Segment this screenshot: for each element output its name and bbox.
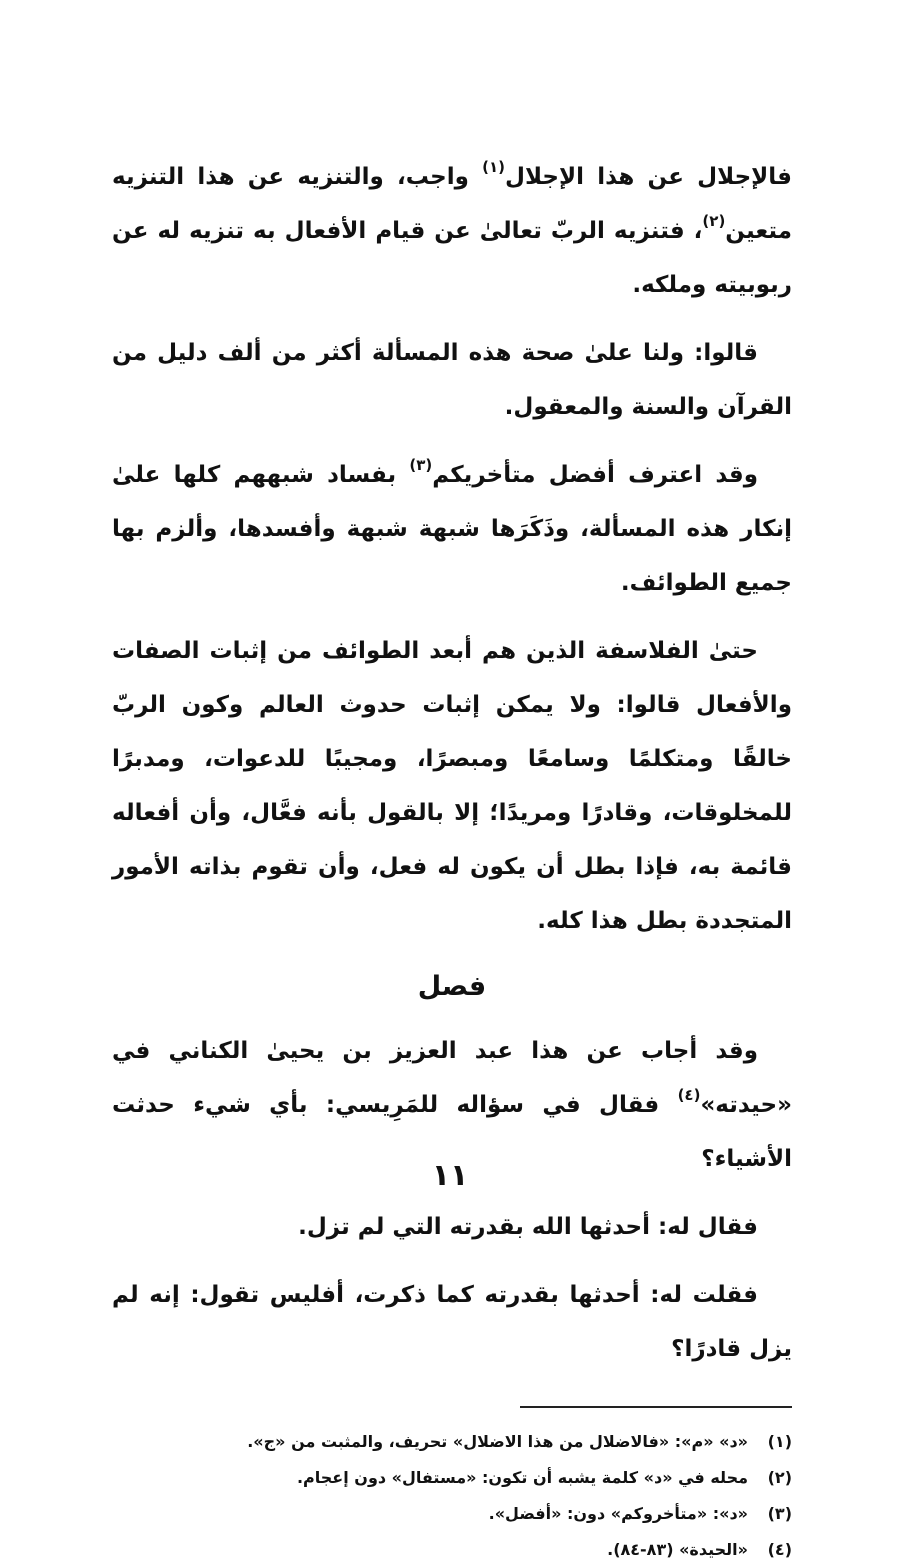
page-number: ١١ xyxy=(431,1158,469,1193)
p1-text-a: فالإجلال عن هذا الإجلال xyxy=(505,164,792,190)
p3-text-a: وقد اعترف أفضل متأخريكم xyxy=(432,462,758,488)
paragraph-2 xyxy=(112,326,792,434)
footnote-ref-4[interactable]: (٤) xyxy=(677,1086,701,1104)
footnote-text: «د» «م»: «فالاضلال من هذا الاضلال» تحريف، والمثبت من «ج». xyxy=(247,1432,748,1451)
footnote-text: «الحيدة» (٨٣-٨٤). xyxy=(607,1540,748,1559)
p5-text-b: فقال في سؤاله للمَرِيسي: بأي شيء حدثت الأشياء؟ xyxy=(112,1092,792,1172)
p1-text-b: واجب، والتنزيه عن هذا التنزيه متعين xyxy=(112,164,792,244)
footnote-item xyxy=(112,1424,792,1460)
footnote-number: (٣) xyxy=(767,1504,792,1523)
paragraph-1 xyxy=(112,150,792,312)
p5-text-a: وقد أجاب عن هذا عبد العزيز بن يحيىٰ الكناني في «حيدته» xyxy=(112,1038,792,1118)
paragraph-3 xyxy=(112,448,792,610)
footnote-text: محله في «د» كلمة يشبه أن تكون: «مستفال» دون إعجام. xyxy=(296,1468,748,1487)
footnote-number: (٤) xyxy=(767,1540,792,1559)
footnotes-list xyxy=(112,1424,792,1568)
footnote-text: «د»: «متأخروكم» دون: «أفضل». xyxy=(488,1504,748,1523)
paragraph-4 xyxy=(112,624,792,948)
paragraph-7 xyxy=(112,1268,792,1376)
footnote-ref-2[interactable]: (٢) xyxy=(702,212,726,230)
p7-text: فقلت له: أحدثها بقدرته كما ذكرت، أفليس تقول: إنه لم يزل قادرًا؟ xyxy=(112,1282,792,1362)
footnote-item xyxy=(112,1532,792,1568)
footnote-item xyxy=(112,1496,792,1532)
p2-text: قالوا: ولنا علىٰ صحة هذه المسألة أكثر من ألف دليل من القرآن والسنة والمعقول. xyxy=(112,340,792,420)
section-heading: فصل xyxy=(417,971,487,1002)
footnote-ref-3[interactable]: (٣) xyxy=(409,456,433,474)
paragraph-6 xyxy=(112,1200,792,1254)
footnote-item xyxy=(112,1460,792,1496)
footnote-number: (١) xyxy=(767,1432,792,1451)
p4-text: حتىٰ الفلاسفة الذين هم أبعد الطوائف من إثبات الصفات والأفعال قالوا: ولا يمكن إثبات حدوث العالم وكون الربّ خالقًا ومتكلمًا وسامعًا ومبصرًا، ومجيبًا للدعوات، ومدبرًا للمخلوقات، وقادرًا ومريدًا؛ إلا بالقول بأنه فعَّال، وأن أفعاله قائمة به، فإذا بطل أن يكون له فعل، وأن تقوم بذاته الأمور المتجددة بطل هذا كله. xyxy=(112,638,792,934)
p1-text-c: ، فتنزيه الربّ تعالىٰ عن قيام الأفعال به تنزيه له عن ربوبيته وملكه. xyxy=(112,218,792,298)
footnote-number: (٢) xyxy=(767,1468,792,1487)
p3-text-b: بفساد شبههم كلها علىٰ إنكار هذه المسألة، وذَكَرَها شبهة شبهة وأفسدها، وألزم بها جميع الطوائف. xyxy=(112,462,792,596)
p6-text: فقال له: أحدثها الله بقدرته التي لم تزل. xyxy=(298,1214,758,1240)
footnote-ref-1[interactable]: (١) xyxy=(482,158,505,176)
footnote-separator xyxy=(520,1406,792,1408)
